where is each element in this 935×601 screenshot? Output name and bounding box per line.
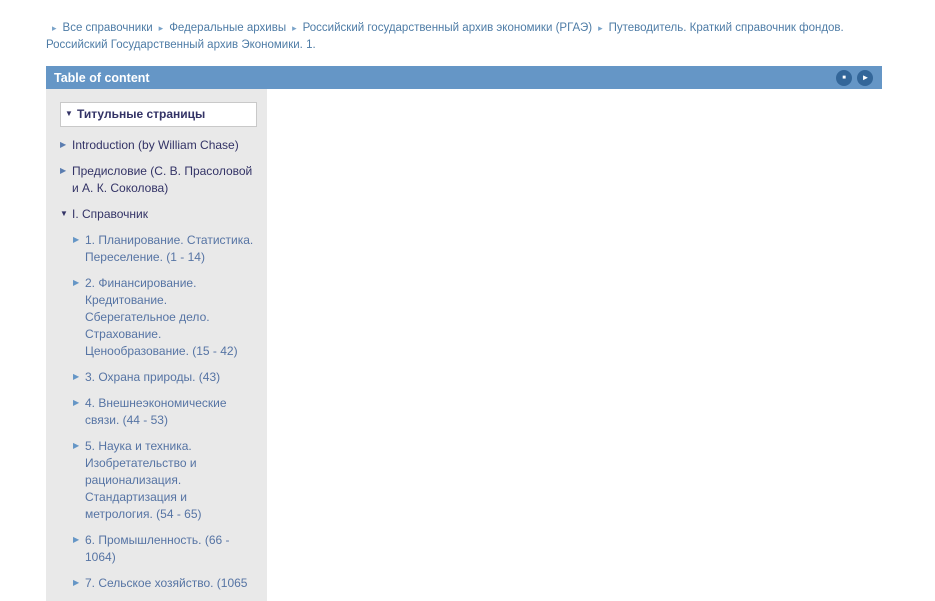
toc-item-label: 1. Планирование. Статистика. Переселение. (1 - 14) [85, 233, 254, 264]
breadcrumb [46, 20, 882, 54]
toc-item-label: 2. Финансирование. Кредитование. Сберегательное дело. Страхование. Ценообразование. (15 - 42) [85, 276, 238, 358]
breadcrumb-link[interactable]: Российский государственный архив экономики (РГАЭ) [302, 22, 593, 34]
play-icon: ► [861, 72, 870, 82]
toc-toggle-icon: ▶ [73, 278, 80, 287]
toc-toggle-icon: ▼ [60, 209, 68, 218]
toc-toggle-icon: ▶ [73, 235, 80, 244]
toc-toggle-icon: ▶ [73, 578, 80, 587]
toc-item[interactable] [60, 102, 257, 127]
toc-item-label: 3. Охрана природы. (43) [85, 370, 221, 384]
toc-item[interactable] [60, 206, 257, 223]
toc-item-label: Титульные страницы [77, 107, 206, 121]
toc-item[interactable] [73, 395, 257, 429]
toc-item-label: 6. Промышленность. (66 - 1064) [85, 533, 230, 564]
toc-item-label: I. Справочник [72, 207, 148, 221]
toc-item-label: 7. Сельское хозяйство. (1065 [85, 576, 248, 590]
toc-sidebar [46, 89, 267, 601]
document-content [267, 89, 882, 601]
toc-item[interactable] [60, 137, 257, 154]
breadcrumb-item [286, 22, 592, 34]
toc-toggle-icon: ▶ [73, 535, 80, 544]
breadcrumb-separator-icon: ▸ [158, 23, 164, 33]
breadcrumb-link[interactable]: Все справочники [62, 22, 153, 34]
toc-item-label: 4. Внешнеэкономические связи. (44 - 53) [85, 396, 227, 427]
toc-toggle-icon: ▼ [65, 109, 73, 118]
breadcrumb-separator-icon: ▸ [598, 23, 603, 33]
breadcrumb-separator-icon: ▸ [292, 23, 297, 33]
stop-icon: ■ [842, 74, 846, 81]
toc-toggle-icon: ▶ [60, 140, 67, 149]
toc-toolbar [46, 66, 882, 89]
toc-item-label: 5. Наука и техника. Изобретательство и рационализация. Стандартизация и метрология. (54 - 65) [85, 439, 202, 521]
toc-item-label: Introduction (by William Chase) [72, 138, 239, 152]
toc-item[interactable] [73, 438, 257, 523]
toc-item[interactable] [60, 163, 257, 197]
toc-item[interactable] [73, 232, 257, 266]
panel-title: Table of content [54, 70, 150, 85]
toc-item[interactable] [73, 575, 257, 592]
toc-toggle-icon: ▶ [73, 372, 80, 381]
breadcrumb-link[interactable]: Путеводитель. Краткий справочник фондов. Российский Государственный архив Экономики. 1. [46, 22, 844, 51]
toc-toggle-icon: ▶ [73, 441, 80, 450]
breadcrumb-item [153, 22, 286, 34]
breadcrumb-item [46, 22, 153, 34]
stop-button[interactable] [836, 70, 852, 86]
breadcrumb-separator-icon: ▸ [52, 23, 57, 33]
toc-item[interactable] [73, 369, 257, 386]
toc-item[interactable] [73, 532, 257, 566]
toc-item[interactable] [73, 275, 257, 360]
toolbar-icons [836, 70, 882, 86]
toc-toggle-icon: ▶ [73, 398, 80, 407]
next-button[interactable] [857, 70, 873, 86]
breadcrumb-link[interactable]: Федеральные архивы [169, 22, 287, 34]
toc-toggle-icon: ▶ [60, 166, 67, 175]
main-area [46, 89, 882, 601]
toc-item-label: Предисловие (С. В. Прасоловой и А. К. Соколова) [72, 164, 253, 195]
